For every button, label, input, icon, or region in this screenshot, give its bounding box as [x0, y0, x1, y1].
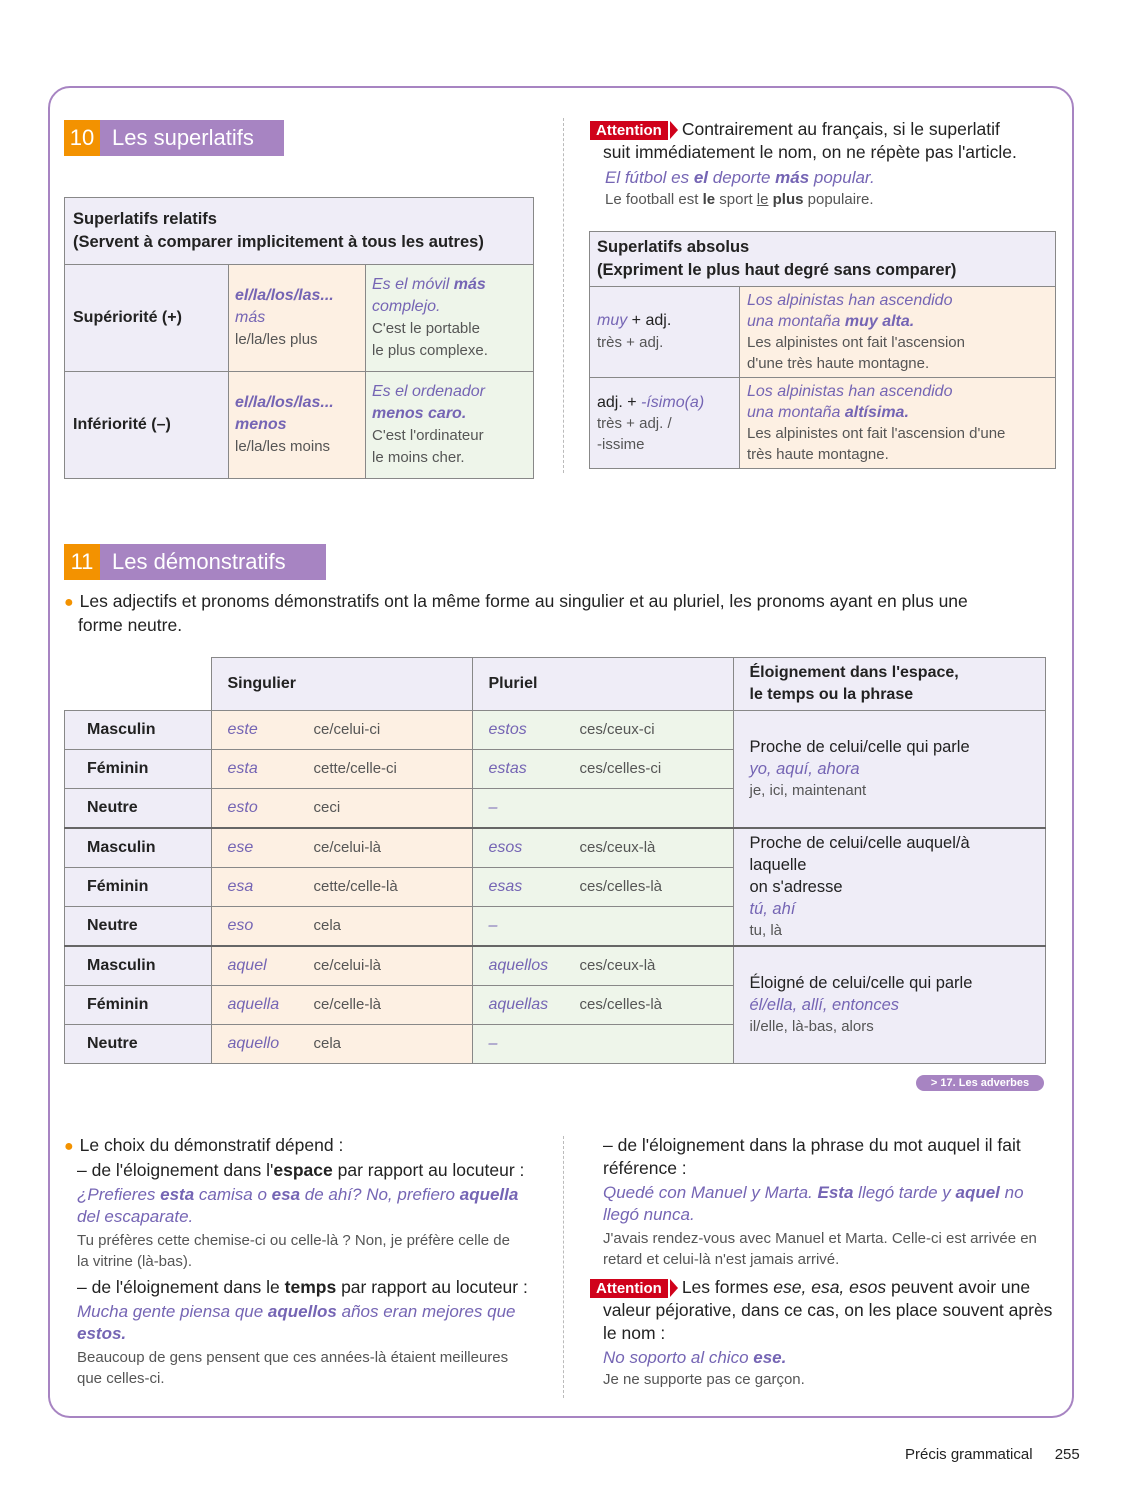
singular-fr: cela — [313, 1035, 342, 1052]
singular-es: aquella — [227, 996, 280, 1013]
singular-fr: ce/celle-là — [313, 996, 382, 1013]
fr-part: plus — [772, 191, 804, 208]
plural-es: aquellas — [488, 996, 549, 1013]
section-title: Les superlatifs — [100, 120, 284, 156]
example-es-bold: altísima. — [844, 404, 909, 421]
example-cell — [740, 378, 1056, 469]
plural-es: aquellos — [488, 957, 549, 974]
group-title: Proche de celui/celle qui parle — [749, 738, 970, 756]
intro-text: forme neutre. — [78, 615, 183, 635]
section-title: Les démonstratifs — [100, 544, 326, 580]
header-line: Superlatifs relatifs — [73, 210, 217, 228]
plural-es: estas — [488, 760, 527, 777]
singular-fr: ce/celui-là — [313, 839, 382, 856]
example-es — [590, 1182, 1062, 1226]
es-part: popular. — [809, 168, 875, 187]
group-es: él/ella, allí, entonces — [749, 996, 900, 1014]
gender-cell: Neutre — [65, 1025, 212, 1064]
choix-text: – de l'éloignement dans le — [77, 1277, 285, 1297]
table-header — [65, 198, 534, 265]
singular-fr: ceci — [313, 799, 341, 816]
plural-es: esos — [488, 839, 523, 856]
demonstratifs-table — [64, 657, 1046, 1064]
example-fr: Tu préfères cette chemise-ci ou celle-là ? Non, je préfère celle de — [77, 1232, 510, 1249]
intro-text: Les adjectifs et pronoms démonstratifs ont la même forme au singulier et au pluriel, les pronoms ayant en plus une — [79, 591, 968, 611]
attention-text: Contrairement au français, si le superlatif — [681, 119, 1000, 139]
french-form: très + adj. / — [597, 414, 672, 432]
singular-fr: ce/celui-là — [313, 957, 382, 974]
fr-part: populaire. — [803, 191, 874, 208]
example-es: una montaña — [747, 404, 845, 421]
plural-es: – — [488, 917, 498, 934]
singular-fr: cela — [313, 917, 342, 934]
example-es: una montaña — [747, 313, 845, 330]
example-fr: très haute montagne. — [747, 446, 889, 463]
plural-fr: ces/celles-là — [579, 878, 663, 895]
header-line: le temps ou la phrase — [749, 686, 914, 703]
header-line: (Servent à comparer implicitement à tous les autres) — [73, 233, 484, 251]
gender-cell: Masculin — [65, 711, 212, 750]
singular-es: esta — [227, 760, 258, 777]
attention-note — [590, 118, 1062, 209]
es-part: llegó nunca. — [603, 1205, 695, 1224]
example-fr: la vitrine (là-bas). — [77, 1253, 193, 1270]
example-es — [64, 1301, 534, 1345]
superlatifs-absolus-table — [589, 231, 1056, 469]
choix-text: – de l'éloignement dans l' — [77, 1160, 274, 1180]
es-part: del escaparate. — [77, 1207, 194, 1226]
cross-reference-link[interactable]: > 17. Les adverbes — [916, 1075, 1044, 1091]
plural-fr: ces/ceux-ci — [579, 721, 655, 738]
spanish-form: el/la/los/las... — [235, 287, 334, 304]
example-fr: C'est le portable — [372, 320, 480, 337]
example-fr: retard et celui-là n'est jamais arrivé. — [603, 1251, 840, 1268]
group-fr: tu, là — [749, 922, 783, 939]
footer — [905, 1446, 1080, 1463]
attention-example-fr — [590, 191, 1062, 209]
gender-cell: Féminin — [65, 868, 212, 907]
table-row — [65, 946, 1046, 986]
singular-fr: ce/celui-ci — [313, 721, 381, 738]
gender-cell: Masculin — [65, 946, 212, 986]
example-fr: le plus complexe. — [372, 342, 488, 359]
plural-es: esas — [488, 878, 523, 895]
example-fr: J'avais rendez-vous avec Manuel et Marta. Celle-ci est arrivée en — [603, 1230, 1037, 1247]
gender-cell: Masculin — [65, 828, 212, 868]
example-es: Es el móvil — [372, 276, 454, 293]
header-pluriel: Pluriel — [472, 658, 733, 711]
singular-es: esa — [227, 878, 254, 895]
es-part: el — [693, 168, 709, 187]
spanish-form: menos — [235, 416, 287, 433]
choix-intro: Le choix du démonstratif dépend : — [79, 1135, 344, 1155]
attention-badge: Attention — [590, 1279, 668, 1298]
header-line: Superlatifs absolus — [597, 238, 750, 256]
table-row — [65, 711, 1046, 750]
attention-note — [590, 1276, 1062, 1299]
form-cell — [590, 287, 740, 378]
group-description — [733, 711, 1046, 829]
attention-text-italic: ese, esa, esos — [773, 1277, 887, 1297]
example-es: Los alpinistas han ascendido — [747, 383, 953, 400]
column-divider — [563, 1136, 564, 1398]
example-cell — [366, 265, 534, 372]
group-description — [733, 828, 1046, 946]
row-label: Infériorité (–) — [65, 372, 229, 479]
es-part: camisa o — [194, 1185, 272, 1204]
table-header — [590, 232, 1056, 287]
attention-text: peuvent avoir une — [886, 1277, 1031, 1297]
es-part: años eran mejores que — [336, 1302, 516, 1321]
example-es-bold: muy alta. — [844, 313, 915, 330]
bullet-icon: ● — [64, 1138, 74, 1155]
gender-cell: Neutre — [65, 907, 212, 947]
page-number: 255 — [1054, 1446, 1080, 1463]
choix-text: référence : — [603, 1158, 687, 1178]
es-part: estos. — [77, 1324, 127, 1343]
example-fr: que celles-ci. — [77, 1370, 165, 1387]
fr-part: Le football est — [605, 191, 703, 208]
attention-example-es — [590, 168, 1062, 188]
french-form: le/la/les plus — [235, 331, 318, 348]
group-es: yo, aquí, ahora — [749, 760, 860, 778]
es-part: No soporto al chico — [603, 1348, 754, 1367]
footer-label: Précis grammatical — [905, 1446, 1033, 1463]
example-es: Los alpinistas han ascendido — [747, 292, 953, 309]
es-part: aquella — [459, 1185, 519, 1204]
header-singulier: Singulier — [211, 658, 472, 711]
example-fr: Je ne supporte pas ce garçon. — [603, 1371, 805, 1388]
french-form: -issime — [597, 435, 645, 453]
gender-cell: Féminin — [65, 750, 212, 789]
group-title: on s'adresse — [749, 878, 843, 896]
spanish-form: muy — [597, 312, 628, 329]
choix-text-bold: espace — [273, 1160, 333, 1180]
es-part: deporte — [708, 168, 776, 187]
attention-text: Les formes — [681, 1277, 774, 1297]
choix-text-bold: temps — [284, 1277, 337, 1297]
plural-fr: ces/celles-là — [579, 996, 663, 1013]
section-number: 11 — [64, 544, 100, 580]
section-number: 10 — [64, 120, 100, 156]
fr-part: le — [702, 191, 716, 208]
plural-es: estos — [488, 721, 527, 738]
group-title: Proche de celui/celle auquel/à laquelle — [749, 834, 970, 874]
singular-es: eso — [227, 917, 254, 934]
plural-es: – — [488, 1035, 498, 1052]
example-es — [590, 1348, 1062, 1368]
es-part: de ahí? No, prefiero — [300, 1185, 460, 1204]
form-text: adj. + — [597, 393, 642, 411]
form-cell — [229, 372, 366, 479]
attention-text: suit immédiatement le nom, on ne répète pas l'article. — [603, 142, 1017, 162]
es-part: aquellos — [267, 1302, 337, 1321]
example-es: complejo. — [372, 298, 441, 315]
plural-fr: ces/ceux-là — [579, 839, 656, 856]
es-part: Quedé con Manuel y Marta. — [603, 1183, 818, 1202]
plural-fr: ces/ceux-là — [579, 957, 656, 974]
form-cell — [229, 265, 366, 372]
header-eloignement — [733, 658, 1046, 711]
example-es — [64, 1184, 534, 1228]
es-part: Mucha gente piensa que — [77, 1302, 268, 1321]
superlatifs-relatifs-table — [64, 197, 534, 479]
group-description — [733, 946, 1046, 1064]
plural-es: – — [488, 799, 498, 816]
es-part: El fútbol es — [605, 168, 694, 187]
header-line: (Expriment le plus haut degré sans comparer) — [597, 261, 957, 279]
group-fr: je, ici, maintenant — [749, 782, 867, 799]
example-fr: Les alpinistes ont fait l'ascension — [747, 334, 965, 351]
singular-es: aquel — [227, 957, 267, 974]
group-fr: il/elle, là-bas, alors — [749, 1018, 874, 1035]
example-fr: le moins cher. — [372, 449, 465, 466]
french-form: le/la/les moins — [235, 438, 331, 455]
example-es: Es el ordenador — [372, 383, 485, 400]
choix-right-column — [590, 1134, 1062, 1388]
singular-es: esto — [227, 799, 258, 816]
es-part: no — [999, 1183, 1024, 1202]
gender-cell: Féminin — [65, 986, 212, 1025]
form-cell — [590, 378, 740, 469]
attention-badge: Attention — [590, 121, 668, 140]
fr-part: sport — [715, 191, 757, 208]
es-part: Esta — [817, 1183, 854, 1202]
form-text: + adj. — [627, 312, 672, 329]
es-part: ¿Prefieres — [77, 1185, 161, 1204]
example-fr: C'est l'ordinateur — [372, 427, 484, 444]
es-part: esta — [160, 1185, 195, 1204]
es-part: aquel — [955, 1183, 1000, 1202]
attention-text: valeur péjorative, dans ce cas, on les place souvent après — [603, 1300, 1053, 1320]
spanish-form: más — [235, 309, 266, 326]
choix-text: par rapport au locuteur : — [336, 1277, 528, 1297]
example-es-bold: más — [453, 276, 486, 293]
singular-es: ese — [227, 839, 254, 856]
singular-fr: cette/celle-ci — [313, 760, 397, 777]
example-es-bold: menos caro. — [372, 405, 467, 422]
group-title: Éloigné de celui/celle qui parle — [749, 974, 973, 992]
es-part: más — [775, 168, 810, 187]
singular-es: este — [227, 721, 258, 738]
es-part: llegó tarde y — [853, 1183, 956, 1202]
es-part: ese. — [753, 1348, 787, 1367]
es-part: esa — [271, 1185, 301, 1204]
example-fr: Beaucoup de gens pensent que ces années-là étaient meilleures — [77, 1349, 509, 1366]
column-divider — [563, 118, 564, 473]
gender-cell: Neutre — [65, 789, 212, 829]
example-fr: Les alpinistes ont fait l'ascension d'une — [747, 425, 1006, 442]
fr-part: le — [756, 191, 769, 208]
example-cell — [740, 287, 1056, 378]
french-form: très + adj. — [597, 334, 664, 351]
choix-text: par rapport au locuteur : — [332, 1160, 525, 1180]
bullet-icon: ● — [64, 594, 74, 611]
group-es: tú, ahí — [749, 900, 796, 918]
table-row — [65, 828, 1046, 868]
spanish-form: el/la/los/las... — [235, 394, 334, 411]
choix-text: – de l'éloignement dans la phrase du mot auquel il fait — [603, 1135, 1021, 1155]
plural-fr: ces/celles-ci — [579, 760, 662, 777]
row-label: Supériorité (+) — [65, 265, 229, 372]
example-fr: d'une très haute montagne. — [747, 355, 930, 372]
singular-es: aquello — [227, 1035, 280, 1052]
spanish-form: -ísimo(a) — [641, 393, 705, 411]
attention-text: le nom : — [603, 1323, 666, 1343]
header-line: Éloignement dans l'espace, — [749, 664, 959, 681]
singular-fr: cette/celle-là — [313, 878, 398, 895]
example-cell — [366, 372, 534, 479]
intro-paragraph — [64, 590, 1064, 637]
choix-left-column — [64, 1134, 534, 1389]
